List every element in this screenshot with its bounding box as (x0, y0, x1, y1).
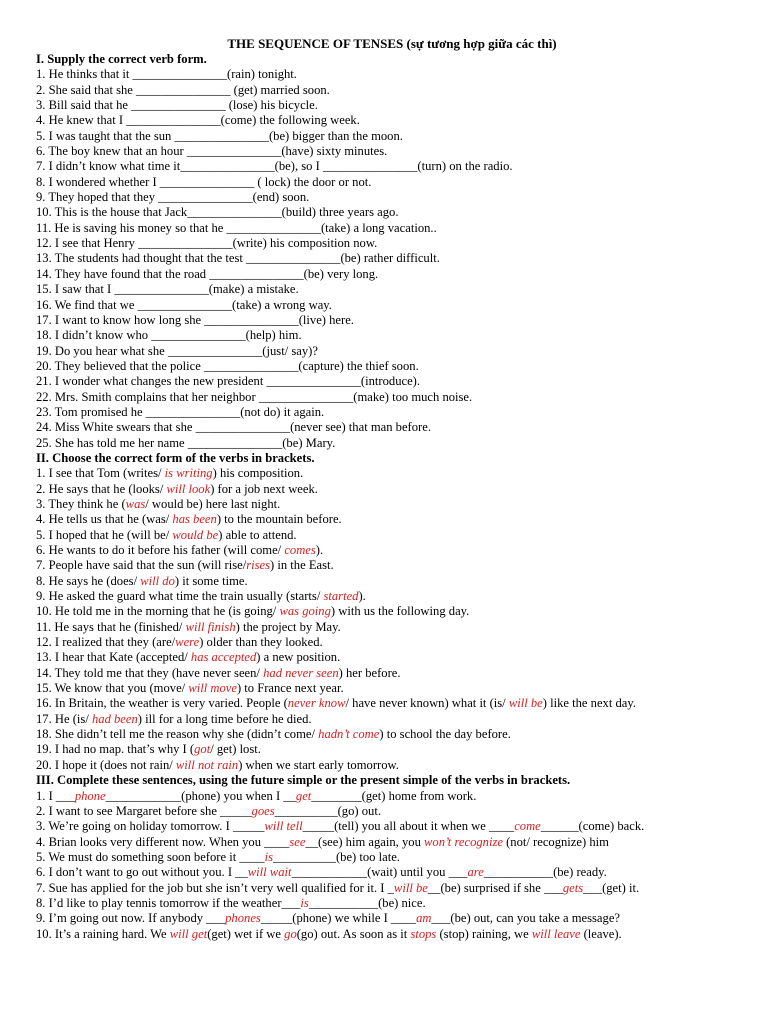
exercise-text: 6. I don’t want to go out without you. I __ (36, 865, 248, 880)
exercise-text: (go) out. As soon as it (296, 926, 411, 941)
answer-text: will be (393, 880, 428, 895)
exercise-line (36, 881, 748, 896)
exercise-text: 7. Sue has applied for the job but she isn’t very well qualified for it. I _ (36, 880, 394, 895)
answer-text: are (467, 865, 484, 880)
exercise-text: 2. I want to see Margaret before she _____ (36, 803, 252, 818)
exercise-text: / get) lost. (210, 742, 261, 757)
exercise-line (36, 298, 748, 313)
exercise-text: 15. We know that you (move/ (36, 681, 189, 696)
exercise-line (36, 620, 748, 635)
answer-text: is (300, 895, 309, 910)
exercise-text: / have never known) what it (is/ (345, 696, 509, 711)
exercise-text: 17. I want to know how long she _______________(live) here. (36, 312, 354, 327)
answer-text: won’t recognize (424, 834, 503, 849)
exercise-text: ______(come) back. (540, 819, 645, 834)
exercise-text: / would be) here last night. (145, 496, 281, 511)
exercise-line (36, 927, 748, 942)
exercise-line (36, 819, 748, 834)
section-heading: II. Choose the correct form of the verbs in brackets. (36, 450, 315, 465)
sections-container (36, 52, 748, 942)
exercise-line (36, 758, 748, 773)
exercise-text: 18. I didn’t know who _______________(help) him. (36, 328, 302, 343)
exercise-text: ) his composition. (212, 466, 304, 481)
exercise-text: ________(get) home from work. (311, 788, 477, 803)
exercise-text: 13. I hear that Kate (accepted/ (36, 650, 191, 665)
answer-text: will leave (531, 926, 581, 941)
answer-text: phones (225, 911, 261, 926)
exercise-text: ) in the East. (270, 558, 334, 573)
exercise-text: 3. We’re going on holiday tomorrow. I _____ (36, 819, 265, 834)
exercise-text: 12. I see that Henry _______________(write) his composition now. (36, 236, 378, 251)
exercise-line (36, 344, 748, 359)
exercise-line (36, 681, 748, 696)
exercise-text: __(be) surprised if she ___ (427, 880, 563, 895)
exercise-text: 11. He says that he (finished/ (36, 619, 186, 634)
exercise-text: 6. The boy knew that an hour _______________(have) sixty minutes. (36, 144, 388, 159)
exercise-text: 18. She didn’t tell me the reason why she (didn’t come/ (36, 727, 319, 742)
exercise-text: 4. He knew that I _______________(come) the following week. (36, 113, 360, 128)
answer-text: had been (91, 711, 138, 726)
exercise-line (36, 789, 748, 804)
answer-text: got (194, 742, 211, 757)
exercise-text: 14. They told me that they (have never seen/ (36, 665, 264, 680)
exercise-line (36, 911, 748, 926)
exercise-line (36, 436, 748, 451)
exercise-text: __________(go) out. (274, 803, 381, 818)
exercise-line (36, 221, 748, 236)
worksheet (36, 36, 748, 942)
answer-text: has been (172, 512, 217, 527)
exercise-line (36, 205, 748, 220)
exercise-text: 8. I wondered whether I _______________ ( lock) the door or not. (36, 174, 372, 189)
answer-text: will do (140, 573, 175, 588)
exercise-text: 7. People have said that the sun (will rise/ (36, 558, 247, 573)
exercise-text: 13. The students had thought that the test _______________(be) rather difficult. (36, 251, 440, 266)
answer-text: will be (508, 696, 543, 711)
exercise-text: 9. He asked the guard what time the train usually (starts/ (36, 589, 324, 604)
exercise-line (36, 865, 748, 880)
answer-text: had never seen (263, 665, 339, 680)
exercise-text: ) a new position. (256, 650, 341, 665)
answer-text: is writing (164, 466, 213, 481)
exercise-text: 12. I realized that they (are/ (36, 635, 176, 650)
exercise-text: (get) wet if we (207, 926, 285, 941)
exercise-text: ___________(be) ready. (483, 865, 607, 880)
answer-text: comes (284, 543, 316, 557)
exercise-text: ) to France next year. (236, 681, 344, 696)
exercise-text: ). (358, 589, 366, 604)
exercise-line (36, 466, 748, 481)
exercise-line (36, 712, 748, 727)
exercise-line (36, 175, 748, 190)
exercise-text: ) older than they looked. (199, 635, 323, 650)
exercise-text: 9. I’m going out now. If anybody ___ (36, 911, 226, 926)
exercise-line (36, 251, 748, 266)
exercise-text: _____(phone) we while I ____ (260, 911, 417, 926)
answer-text: was (125, 496, 146, 511)
exercise-text: 8. I’d like to play tennis tomorrow if the weather___ (36, 895, 301, 910)
exercise-text: 15. I saw that I _______________(make) a mistake. (36, 282, 299, 297)
section-heading: III. Complete these sentences, using the future simple or the present simple of the verbs in brackets. (36, 773, 571, 788)
exercise-text: ) able to attend. (218, 527, 297, 542)
exercise-text: (not/ recognize) him (502, 834, 609, 849)
exercise-line (36, 313, 748, 328)
exercise-line (36, 374, 748, 389)
answer-text: started (323, 589, 359, 604)
exercise-line (36, 144, 748, 159)
worksheet-title: THE SEQUENCE OF TENSES (sự tương hợp giữa các thì) (227, 36, 557, 51)
exercise-text: ). (315, 543, 324, 557)
answer-text: will not rain (175, 757, 239, 772)
exercise-text: 21. I wonder what changes the new president _______________(introduce). (36, 374, 421, 389)
exercise-text: 19. Do you hear what she _______________(just/ say)? (36, 343, 318, 358)
exercise-line (36, 267, 748, 282)
exercise-text: 14. They have found that the road _______________(be) very long. (36, 266, 379, 281)
exercise-text: 5. I hoped that he (will be/ (36, 527, 173, 542)
answer-text: phone (74, 788, 106, 803)
exercise-text: 8. He says he (does/ (36, 573, 141, 588)
exercise-text: ___(be) out, can you take a message? (431, 911, 620, 926)
exercise-text: 10. He told me in the morning that he (is going/ (36, 604, 280, 619)
exercise-line (36, 528, 748, 543)
exercise-text: 16. We find that we _______________(take) a wrong way. (36, 297, 332, 312)
exercise-text: 11. He is saving his money so that he _______________(take) a long vacation.. (36, 220, 437, 235)
exercise-text: ) when we start early tomorrow. (238, 757, 399, 772)
exercise-text: (leave). (580, 926, 622, 941)
exercise-text: 1. He thinks that it _______________(rain) tonight. (36, 67, 297, 82)
exercise-text: ___________(be) nice. (308, 895, 426, 910)
answer-text: will tell (264, 819, 303, 834)
answer-text: rises (246, 558, 270, 573)
exercise-text: __________(be) too late. (272, 849, 400, 864)
exercise-text: 17. He (is/ (36, 711, 92, 726)
exercise-line (36, 543, 748, 558)
answer-text: never know (287, 696, 346, 711)
exercise-text: ___(get) it. (583, 880, 640, 895)
exercise-text: 2. He says that he (looks/ (36, 481, 167, 496)
exercise-text: 9. They hoped that they _______________(end) soon. (36, 190, 310, 205)
exercise-line (36, 159, 748, 174)
exercise-line (36, 420, 748, 435)
exercise-text: 10. It’s a raining hard. We (36, 926, 170, 941)
exercise-text: 6. He wants to do it before his father (will come/ (36, 543, 285, 557)
exercise-line (36, 604, 748, 619)
exercise-line (36, 589, 748, 604)
exercise-line (36, 650, 748, 665)
exercise-text: ) ill for a long time before he died. (137, 711, 312, 726)
answer-text: gets (562, 880, 584, 895)
exercise-line (36, 328, 748, 343)
exercise-text: 24. Miss White swears that she _______________(never see) that man before. (36, 420, 431, 435)
exercise-text: ) her before. (338, 665, 401, 680)
exercise-line (36, 282, 748, 297)
exercise-line (36, 67, 748, 82)
exercise-text: 23. Tom promised he _______________(not do) it again. (36, 404, 325, 419)
exercise-text: 25. She has told me her name _______________(be) Mary. (36, 435, 336, 450)
answer-text: were (175, 635, 200, 650)
exercise-line (36, 696, 748, 711)
exercise-line (36, 512, 748, 527)
answer-text: has accepted (190, 650, 257, 665)
answer-text: would be (172, 527, 219, 542)
exercise-text: ) it some time. (174, 573, 248, 588)
exercise-text: __(see) him again, you (305, 834, 425, 849)
answer-text: come (514, 819, 541, 834)
exercise-line (36, 405, 748, 420)
answer-text: stops (410, 926, 437, 941)
exercise-text: 4. Brian looks very different now. When you ____ (36, 834, 290, 849)
exercise-text: ____________(phone) you when I __ (105, 788, 296, 803)
exercise-text: 7. I didn’t know what time it_______________(be), so I _______________(turn) on the radio. (36, 159, 513, 174)
answer-text: am (416, 911, 432, 926)
exercise-line (36, 497, 748, 512)
exercise-text: 10. This is the house that Jack_______________(build) three years ago. (36, 205, 399, 220)
exercise-text: ) like the next day. (542, 696, 637, 711)
answer-text: go (284, 926, 297, 941)
answer-text: is (264, 849, 273, 864)
exercise-text: (stop) raining, we (436, 926, 532, 941)
exercise-line (36, 742, 748, 757)
exercise-text: 20. I hope it (does not rain/ (36, 757, 176, 772)
answer-text: will move (188, 681, 237, 696)
exercise-text: 5. We must do something soon before it ____ (36, 849, 265, 864)
exercise-line (36, 113, 748, 128)
exercise-text: _____(tell) you all about it when we ____ (302, 819, 515, 834)
exercise-line (36, 482, 748, 497)
exercise-line (36, 558, 748, 573)
exercise-text: 3. Bill said that he _______________ (lose) his bicycle. (36, 98, 318, 113)
exercise-line (36, 98, 748, 113)
exercise-text: 22. Mrs. Smith complains that her neighbor _______________(make) too much noise. (36, 389, 473, 404)
exercise-line (36, 727, 748, 742)
exercise-line (36, 850, 748, 865)
exercise-line (36, 804, 748, 819)
exercise-text: 16. In Britain, the weather is very varied. People ( (36, 696, 288, 711)
exercise-text: 1. I see that Tom (writes/ (36, 466, 165, 481)
exercise-line (36, 359, 748, 374)
exercise-text: 2. She said that she _______________ (get) married soon. (36, 82, 330, 97)
exercise-line (36, 83, 748, 98)
exercise-text: 20. They believed that the police _______________(capture) the thief soon. (36, 358, 419, 373)
exercise-line (36, 666, 748, 681)
section-heading: I. Supply the correct verb form. (36, 52, 207, 66)
answer-text: will wait (247, 865, 292, 880)
exercise-text: ) for a job next week. (210, 481, 318, 496)
answer-text: see (289, 834, 306, 849)
exercise-text: 19. I had no map. that’s why I ( (36, 742, 195, 757)
exercise-line (36, 835, 748, 850)
answer-text: goes (251, 803, 275, 818)
exercise-text: ) to the mountain before. (216, 512, 342, 527)
exercise-text: 1. I ___ (36, 788, 75, 803)
answer-text: will get (169, 926, 208, 941)
exercise-line (36, 236, 748, 251)
exercise-text: ) with us the following day. (330, 604, 470, 619)
exercise-text: 3. They think he ( (36, 496, 126, 511)
answer-text: will look (166, 481, 211, 496)
exercise-text: ) to school the day before. (379, 727, 511, 742)
exercise-line (36, 190, 748, 205)
answer-text: hadn’t come (318, 727, 380, 742)
exercise-line (36, 635, 748, 650)
exercise-text: ____________(wait) until you ___ (291, 865, 468, 880)
answer-text: was going (279, 604, 331, 619)
exercise-line (36, 129, 748, 144)
exercise-text: 5. I was taught that the sun _______________(be) bigger than the moon. (36, 128, 403, 143)
answer-text: get (295, 788, 312, 803)
exercise-text: 4. He tells us that he (was/ (36, 512, 173, 527)
exercise-text: ) the project by May. (235, 619, 341, 634)
answer-text: will finish (185, 619, 236, 634)
exercise-line (36, 390, 748, 405)
exercise-line (36, 896, 748, 911)
exercise-line (36, 574, 748, 589)
